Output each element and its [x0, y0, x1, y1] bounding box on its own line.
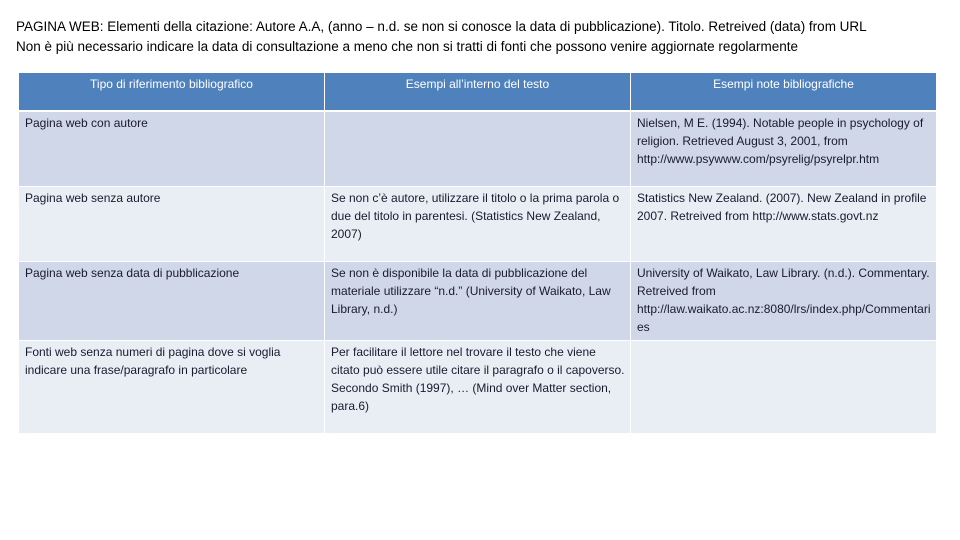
- cell-in-text-example: [325, 341, 631, 434]
- page-heading: [16, 17, 956, 57]
- in-text-example: Secondo Smith (1997), … (Mind over Matter section, para.6): [331, 381, 612, 413]
- table-row: [19, 341, 937, 434]
- cell-reference-type: Fonti web senza numeri di pagina dove si voglia indicare una frase/paragrafo in particolare: [19, 341, 325, 434]
- table-row: [19, 187, 937, 262]
- cell-in-text-example: Se non c’è autore, utilizzare il titolo o la prima parola o due del titolo in parentesi. (Statistics New Zealand, 2007): [325, 187, 631, 262]
- table-header-row: [19, 73, 937, 112]
- heading-line-2: Non è più necessario indicare la data di consultazione a meno che non si tratti di fonti che possono venire aggiornate regolarmente: [16, 39, 798, 54]
- header-note-examples: Esempi note bibliografiche: [631, 73, 937, 112]
- cell-in-text-example: Se non è disponibile la data di pubblicazione del materiale utilizzare “n.d.” (University of Waikato, Law Library, n.d.): [325, 262, 631, 341]
- cell-reference-type: Pagina web senza autore: [19, 187, 325, 262]
- citation-table: [18, 72, 937, 434]
- in-text-explanation: Per facilitare il lettore nel trovare il testo che viene citato può essere utile citare il paragrafo o il capoverso.: [331, 345, 625, 377]
- header-reference-type: Tipo di riferimento bibliografico: [19, 73, 325, 112]
- table-row: [19, 111, 937, 187]
- cell-reference-type: Pagina web senza data di pubblicazione: [19, 262, 325, 341]
- cell-note-example: University of Waikato, Law Library. (n.d.). Commentary. Retreived from http://law.waikato.ac.nz:8080/lrs/index.php/Commentaries: [631, 262, 937, 341]
- table-row: [19, 262, 937, 341]
- cell-in-text-example: [325, 111, 631, 187]
- cell-note-example: Statistics New Zealand. (2007). New Zealand in profile 2007. Retreived from http://www.stats.govt.nz: [631, 187, 937, 262]
- cell-note-example: Nielsen, M E. (1994). Notable people in psychology of religion. Retrieved August 3, 2001, from http://www.psywww.com/psyrelig/psyrelpr.htm: [631, 111, 937, 187]
- cell-reference-type: Pagina web con autore: [19, 111, 325, 187]
- cell-note-example: [631, 341, 937, 434]
- heading-line-1: PAGINA WEB: Elementi della citazione: Autore A.A, (anno – n.d. se non si conosce la data di pubblicazione). Titolo. Retreived (data) from URL: [16, 19, 867, 34]
- header-in-text-examples: Esempi all’interno del testo: [325, 73, 631, 112]
